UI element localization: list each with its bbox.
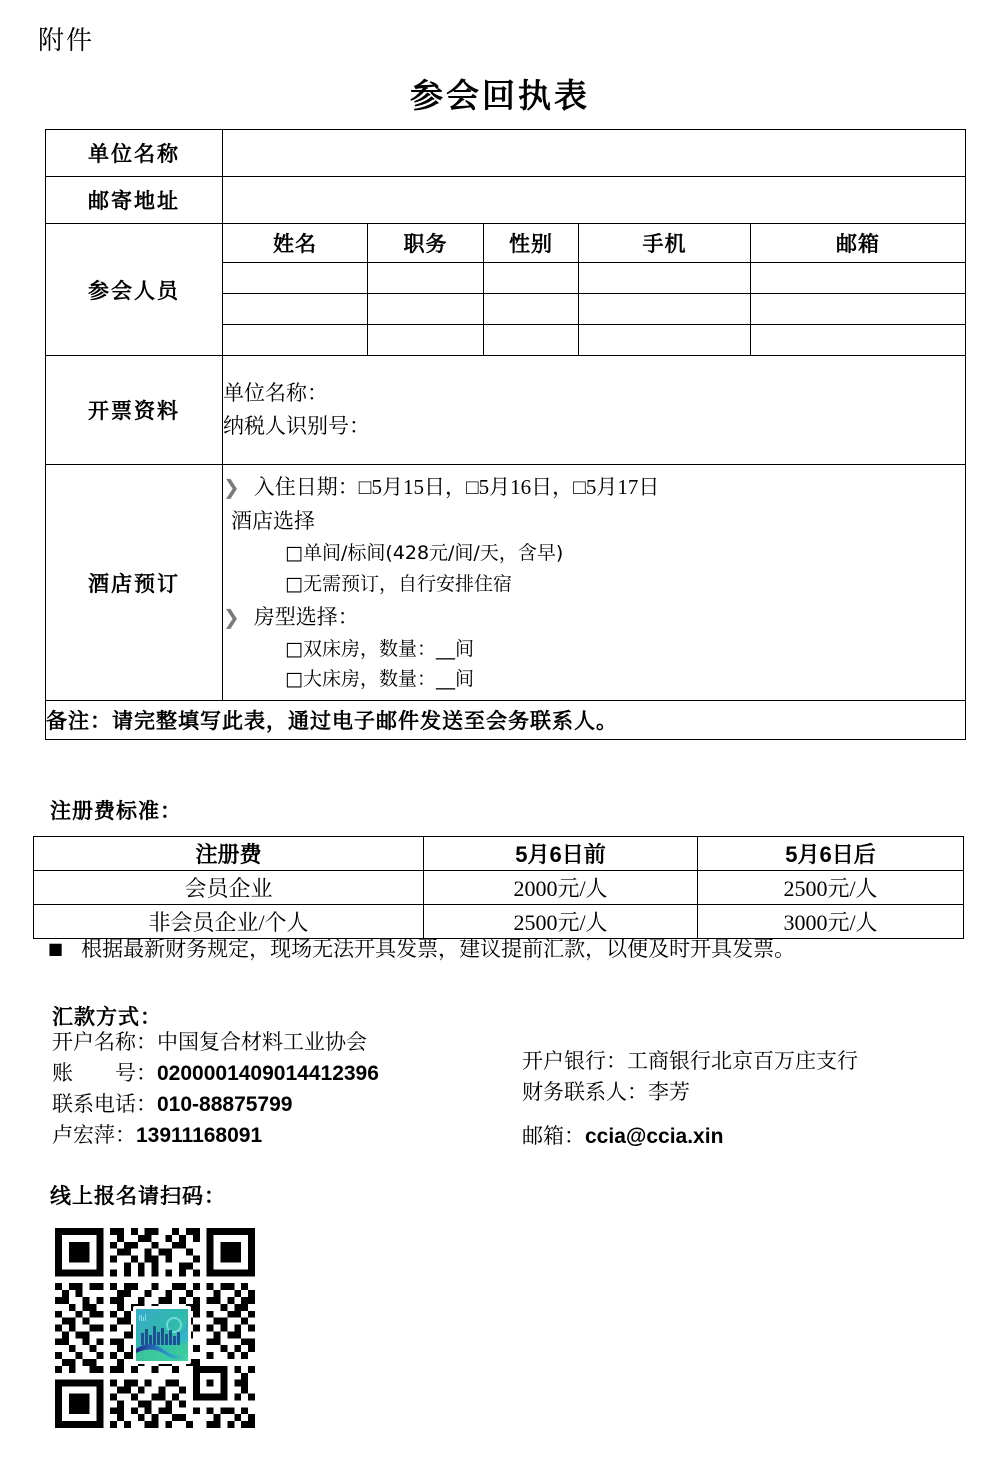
remittance-heading: 汇款方式： — [52, 1006, 162, 1029]
bank-name-label: 开户银行： — [522, 1049, 627, 1073]
email-value[interactable]: ccia@ccia.xin — [585, 1125, 724, 1149]
contact-person-row — [52, 1120, 379, 1151]
unit-name-label: 单位名称 — [46, 130, 223, 177]
contact-person-label: 卢宏萍： — [52, 1123, 136, 1148]
account-name-label: 开户名称： — [52, 1030, 157, 1054]
chevron-right-icon-2: ❯ — [223, 604, 240, 629]
fee-invoice-notice — [48, 933, 795, 963]
contact-tel-label: 联系电话： — [52, 1092, 157, 1117]
mail-address-input[interactable] — [223, 177, 966, 224]
table-row-invoice — [46, 356, 966, 465]
unit-name-input[interactable] — [223, 130, 966, 177]
fee-header-before: 5月6日前 — [424, 837, 698, 871]
registration-fee-table — [33, 836, 964, 939]
attendee-1-position[interactable] — [368, 263, 484, 294]
column-header-position: 职务 — [368, 224, 484, 263]
hotel-booking-options[interactable] — [223, 465, 966, 701]
registration-form-table — [45, 129, 966, 740]
contact-tel-row — [52, 1089, 379, 1120]
account-number-row — [52, 1058, 379, 1089]
attendee-2-name[interactable] — [223, 294, 368, 325]
attendee-3-name[interactable] — [223, 325, 368, 356]
table-row-hotel — [46, 465, 966, 701]
table-row-mail-address — [46, 177, 966, 224]
contact-person-value: 13911168091 — [136, 1124, 263, 1148]
finance-contact-value: 李芳 — [648, 1080, 690, 1105]
fee-row-nonmember-after: 3000元/人 — [698, 905, 964, 939]
hotel-option-standard-room[interactable]: □单间/标间(428元/间/天，含早) — [285, 541, 564, 564]
account-number-label: 账 号： — [52, 1061, 157, 1086]
hotel-booking-label: 酒店预订 — [46, 465, 223, 701]
mail-address-label: 邮寄地址 — [46, 177, 223, 224]
attendee-1-email[interactable] — [751, 263, 966, 294]
column-header-mobile: 手机 — [579, 224, 751, 263]
email-row — [522, 1121, 858, 1152]
account-name-row — [52, 1027, 379, 1058]
checkin-date-line — [223, 470, 965, 504]
fee-row-member-label: 会员企业 — [34, 871, 424, 905]
table-row-note — [46, 701, 966, 740]
checkin-date-text: 入住日期：□5月15日，□5月16日，□5月17日 — [253, 474, 660, 499]
attendee-3-email[interactable] — [751, 325, 966, 356]
invoice-taxid-line: 纳税人识别号： — [223, 414, 370, 438]
finance-contact-label: 财务联系人： — [522, 1080, 648, 1105]
bank-name-row — [522, 1046, 858, 1077]
finance-contact-row — [522, 1077, 858, 1108]
room-option-king-bed[interactable]: □大床房，数量：__间 — [285, 668, 474, 691]
fee-row-member-after: 2500元/人 — [698, 871, 964, 905]
room-type-line — [223, 600, 965, 634]
attendee-1-name[interactable] — [223, 263, 368, 294]
page-title: 参会回执表 — [410, 77, 590, 114]
column-header-gender: 性别 — [484, 224, 579, 263]
remittance-right-column — [522, 1046, 858, 1152]
invoice-unit-name-line: 单位名称： — [223, 381, 328, 406]
invoice-label: 开票资料 — [46, 356, 223, 465]
column-header-email: 邮箱 — [751, 224, 966, 263]
fee-invoice-notice-text: 根据最新财务规定，现场无法开具发票，建议提前汇款，以便及时开具发票。 — [81, 937, 796, 961]
fee-table-header-row — [34, 837, 964, 871]
fee-header-after: 5月6日后 — [698, 837, 964, 871]
bank-name-value: 工商银行北京百万庄支行 — [627, 1049, 858, 1073]
fee-table-row-member — [34, 871, 964, 905]
remittance-left-column — [52, 1027, 379, 1151]
table-row-unit-name — [46, 130, 966, 177]
hotel-option-no-booking[interactable]: □无需预订，自行安排住宿 — [285, 572, 512, 595]
form-note-text: 备注：请完整填写此表，通过电子邮件发送至会务联系人。 — [46, 701, 966, 740]
qr-center-logo-svg — [136, 1309, 188, 1361]
invoice-fields[interactable] — [223, 356, 966, 465]
attendee-2-mobile[interactable] — [579, 294, 751, 325]
account-name-value: 中国复合材料工业协会 — [157, 1030, 367, 1054]
attendee-2-email[interactable] — [751, 294, 966, 325]
attendee-1-mobile[interactable] — [579, 263, 751, 294]
attendee-2-position[interactable] — [368, 294, 484, 325]
attendee-3-mobile[interactable] — [579, 325, 751, 356]
square-bullet-icon: ■ — [48, 939, 64, 958]
column-header-name: 姓名 — [223, 224, 368, 263]
table-row-attendee-header — [46, 224, 966, 263]
attachment-label: 附件 — [38, 26, 95, 55]
contact-tel-value: 010-88875799 — [157, 1093, 293, 1117]
attendee-1-gender[interactable] — [484, 263, 579, 294]
fee-header-type: 注册费 — [34, 837, 424, 871]
fee-section-heading: 注册费标准： — [50, 800, 182, 823]
attendee-3-position[interactable] — [368, 325, 484, 356]
qr-center-logo — [133, 1306, 191, 1364]
qr-section-heading: 线上报名请扫码： — [50, 1185, 226, 1208]
fee-row-nonmember-label: 非会员企业/个人 — [34, 905, 424, 939]
hotel-select-label: 酒店选择 — [231, 508, 315, 533]
attendee-2-gender[interactable] — [484, 294, 579, 325]
room-option-twin-bed[interactable]: □双床房，数量：__间 — [285, 637, 474, 660]
room-type-label: 房型选择： — [253, 604, 359, 629]
fee-row-member-before: 2000元/人 — [424, 871, 698, 905]
attendees-label: 参会人员 — [46, 224, 223, 356]
email-label: 邮箱： — [522, 1124, 585, 1149]
chevron-right-icon: ❯ — [223, 474, 240, 499]
attendee-3-gender[interactable] — [484, 325, 579, 356]
fee-row-nonmember-before: 2500元/人 — [424, 905, 698, 939]
account-number-value: 0200001409014412396 — [157, 1062, 379, 1086]
